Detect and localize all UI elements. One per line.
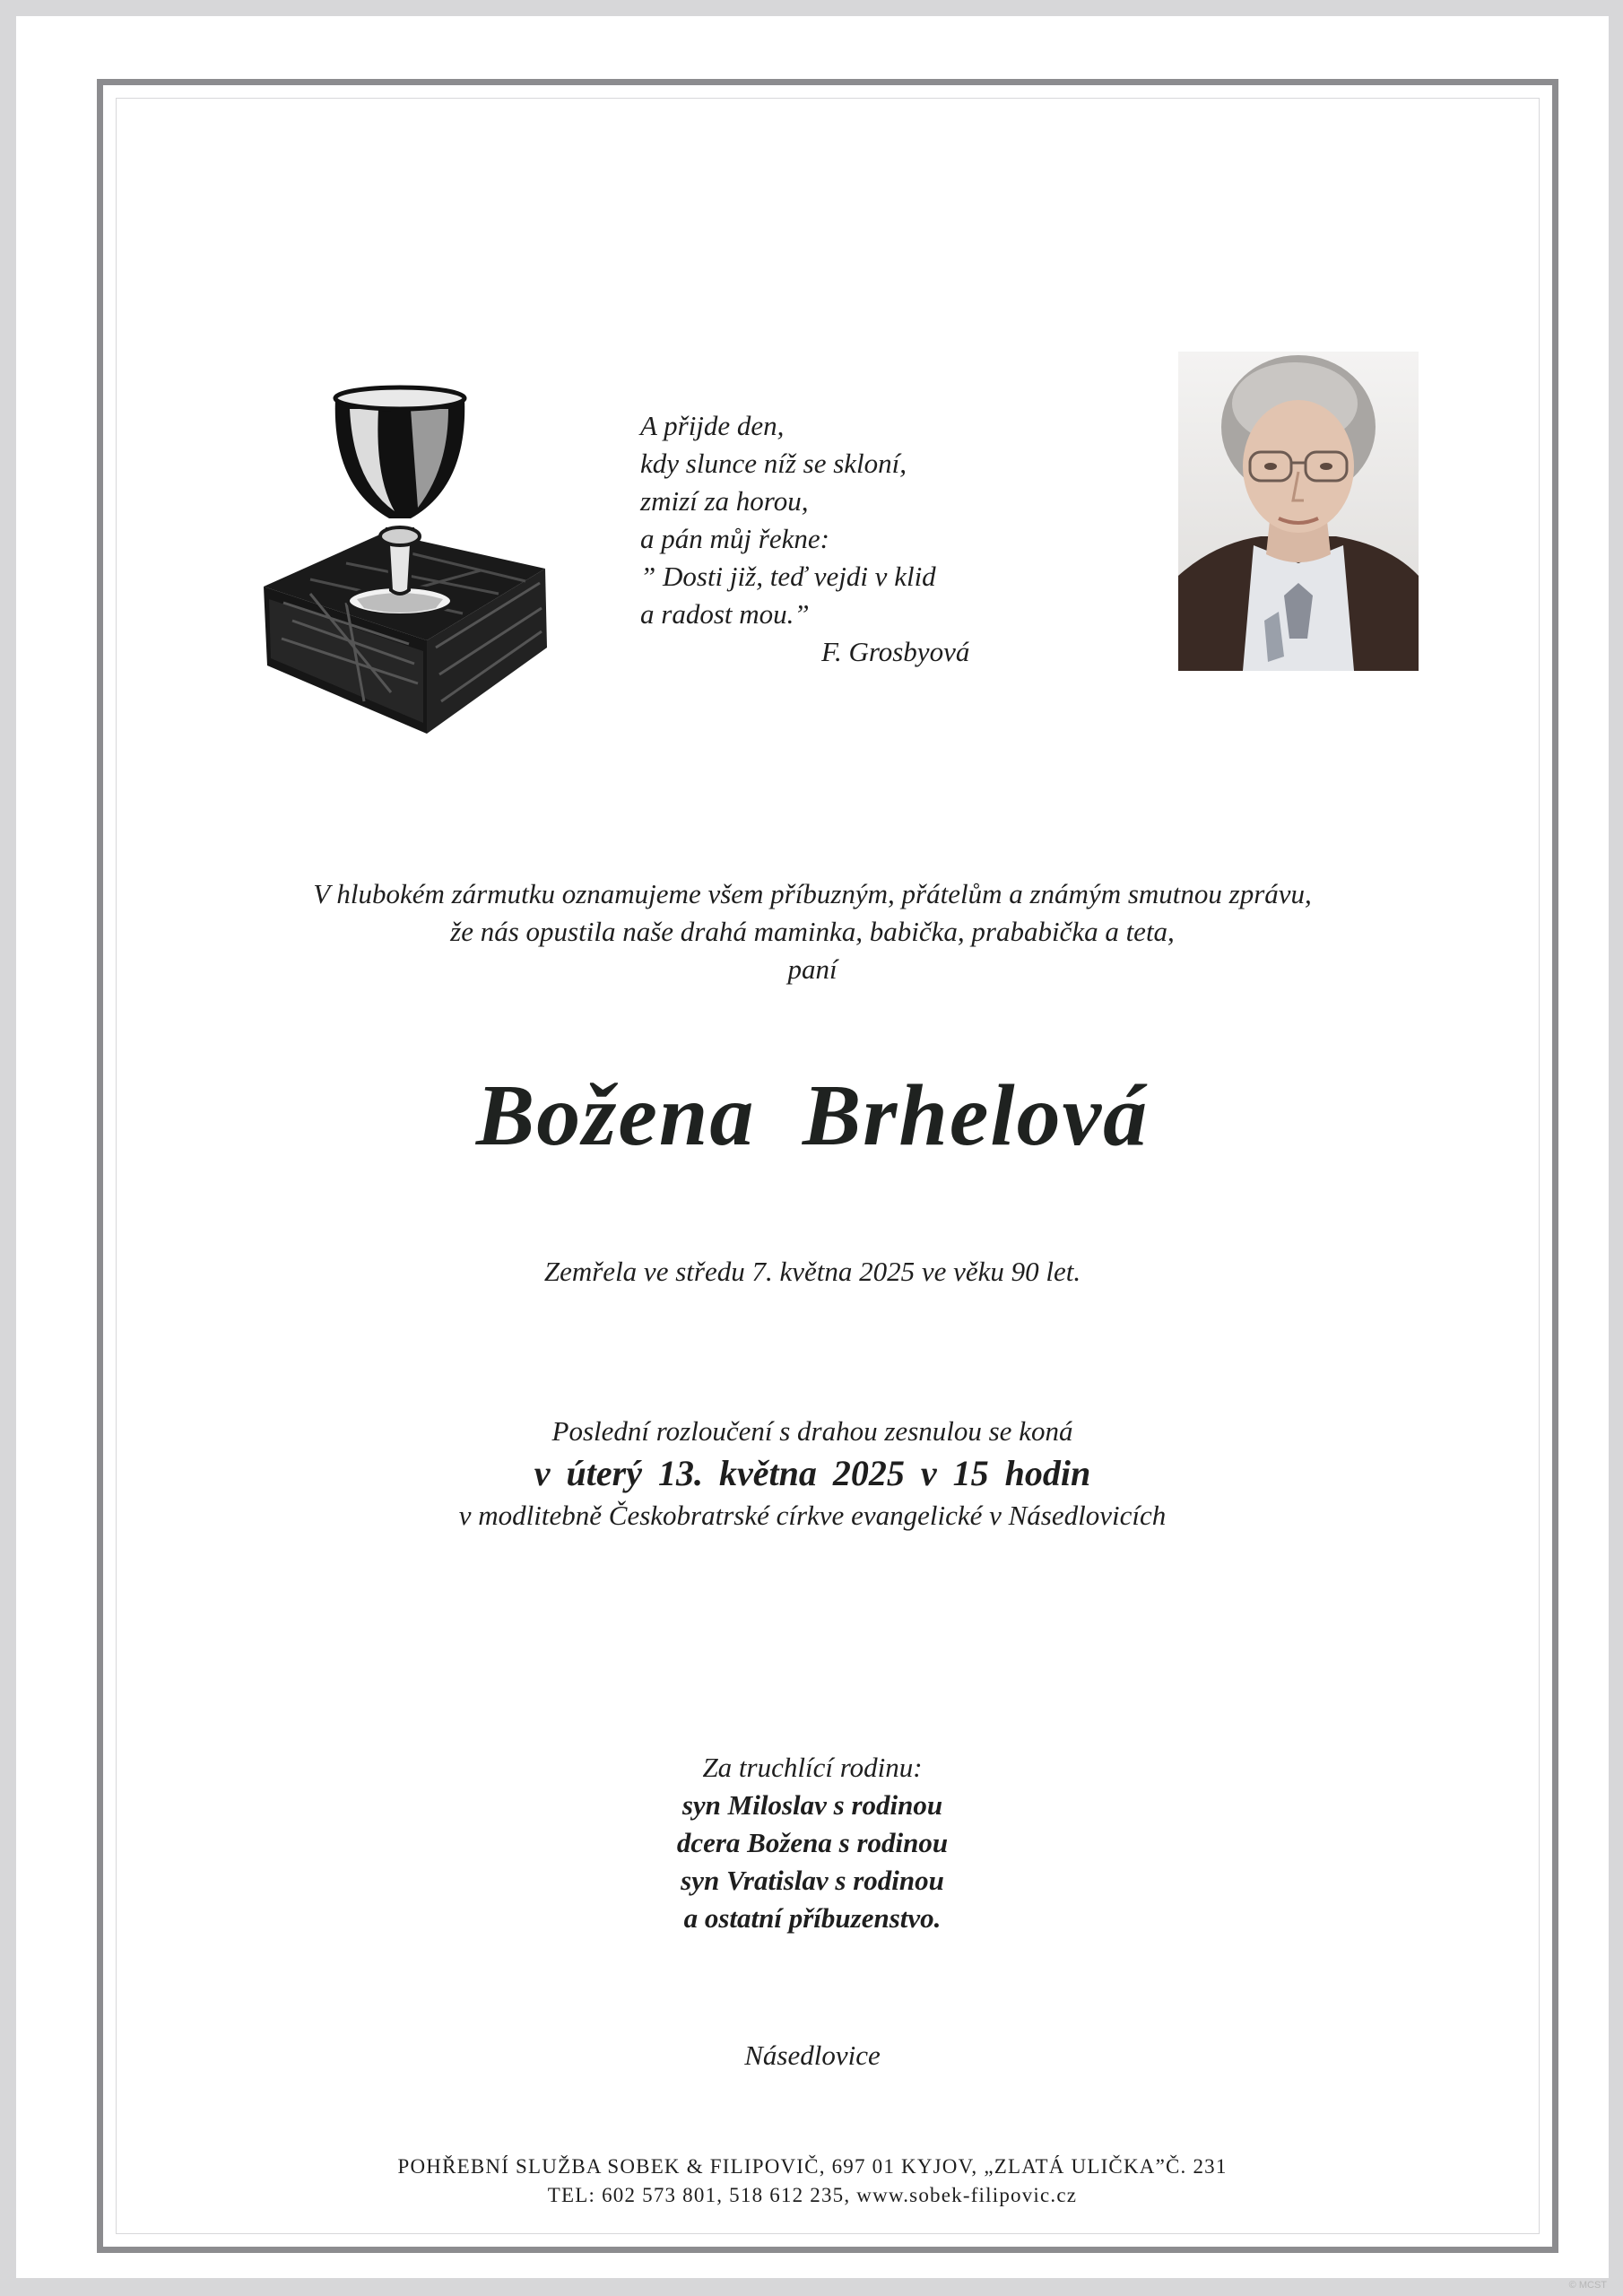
poem [640, 407, 1017, 671]
ceremony-when: v úterý 13. května 2025 v 15 hodin [534, 1453, 1091, 1493]
poem-line: a pán můj řekne: [640, 523, 829, 554]
ceremony-intro: Poslední rozloučení s drahou zesnulou se koná [551, 1415, 1073, 1447]
poem-line: zmizí za horou, [640, 485, 809, 517]
announcement-line: paní [787, 953, 838, 985]
family-member: dcera Božena s rodinou [676, 1827, 949, 1858]
ceremony-where: v modlitebně Českobratrské církve evangelické v Násedlovicích [458, 1500, 1167, 1531]
family-signature [16, 1749, 1609, 1937]
funeral-service-footer [16, 2152, 1609, 2210]
chalice-on-bible-icon [256, 378, 561, 764]
portrait-photo [1178, 352, 1419, 671]
footer-address: POHŘEBNÍ SLUŽBA SOBEK & FILIPOVIČ, 697 01 KYJOV, „ZLATÁ ULIČKA”Č. 231 [397, 2155, 1228, 2178]
poem-line: kdy slunce níž se skloní, [640, 448, 907, 479]
family-member: syn Vratislav s rodinou [681, 1865, 944, 1896]
family-member: syn Miloslav s rodinou [681, 1789, 943, 1821]
poem-line: a radost mou.” [640, 598, 810, 630]
family-heading: Za truchlící rodinu: [702, 1752, 923, 1783]
deceased-name: Božena Brhelová [475, 1067, 1150, 1164]
footer-contact: TEL: 602 573 801, 518 612 235, www.sobek-filipovic.cz [547, 2184, 1078, 2206]
announcement-line: že nás opustila naše drahá maminka, babička, prababička a teta, [450, 916, 1175, 947]
death-note: Zemřela ve středu 7. května 2025 ve věku 90 let. [543, 1256, 1081, 1287]
paper-sheet [16, 16, 1609, 2278]
poem-line: ” Dosti již, teď vejdi v klid [640, 561, 936, 592]
copyright-stamp: © MCST [1568, 2280, 1607, 2291]
poem-author: F. Grosbyová [821, 636, 970, 667]
poem-line: A přijde den, [640, 410, 785, 441]
family-member: a ostatní příbuzenstvo. [683, 1902, 942, 1934]
place-name: Násedlovice [744, 2039, 881, 2071]
ceremony-info [16, 1412, 1609, 1535]
announcement [16, 875, 1609, 988]
announcement-line: V hlubokém zármutku oznamujeme všem příbuzným, přátelům a známým smutnou zprávu, [313, 878, 1312, 909]
